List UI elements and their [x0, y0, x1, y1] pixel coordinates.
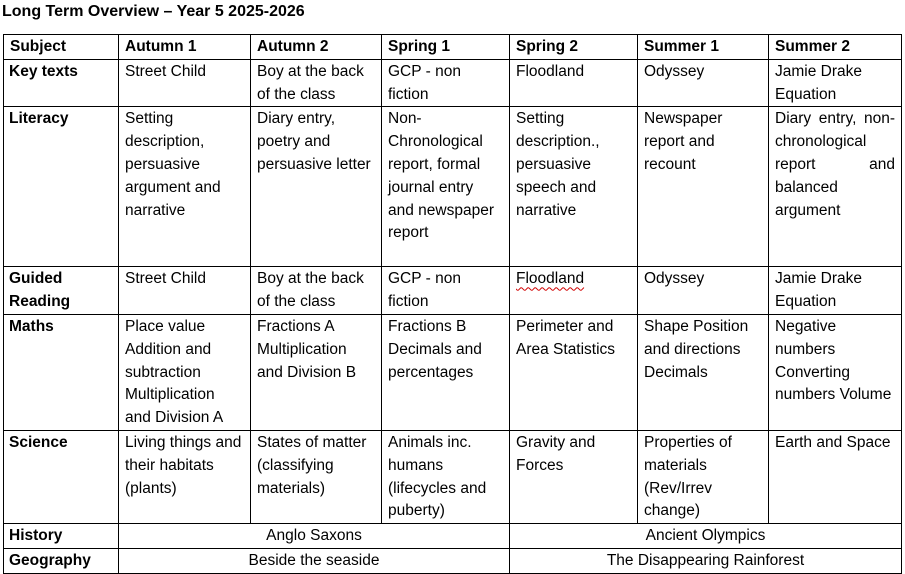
- table-cell: GCP - non fiction: [382, 267, 510, 315]
- row-subject-literacy: Literacy: [4, 107, 119, 267]
- table-cell: Boy at the back of the class: [251, 59, 382, 107]
- table-cell: Living things and their habitats (plants): [119, 430, 251, 523]
- row-subject-geography: Geography: [4, 548, 119, 573]
- table-cell: Street Child: [119, 59, 251, 107]
- header-subject: Subject: [4, 35, 119, 60]
- table-cell: Non-Chronological report, formal journal entry and newspaper report: [382, 107, 510, 267]
- table-row-literacy: [4, 107, 902, 267]
- table-cell: Negative numbers Converting numbers Volume: [769, 314, 902, 430]
- table-cell: States of matter (classifying materials): [251, 430, 382, 523]
- header-spring-2: Spring 2: [510, 35, 638, 60]
- table-cell-span: Ancient Olympics: [510, 524, 902, 549]
- table-cell: Properties of materials (Rev/Irrev change): [638, 430, 769, 523]
- table-row-history: [4, 524, 902, 549]
- table-row-guided-reading: [4, 267, 902, 315]
- document-title: Long Term Overview – Year 5 2025-2026: [2, 3, 305, 20]
- row-subject-science: Science: [4, 430, 119, 523]
- long-term-overview-table: [3, 34, 902, 574]
- table-row-science: [4, 430, 902, 523]
- table-row-maths: [4, 314, 902, 430]
- spellcheck-word: Floodland: [516, 270, 585, 288]
- table-cell: Street Child: [119, 267, 251, 315]
- row-subject-maths: Maths: [4, 314, 119, 430]
- table-cell: Odyssey: [638, 267, 769, 315]
- table-cell: [510, 267, 638, 315]
- table-cell: Jamie Drake Equation: [769, 267, 902, 315]
- table-cell: Newspaper report and recount: [638, 107, 769, 267]
- table-cell: Fractions B Decimals and percentages: [382, 314, 510, 430]
- table-cell-span: The Disappearing Rainforest: [510, 548, 902, 573]
- table-cell: Perimeter and Area Statistics: [510, 314, 638, 430]
- table-cell: GCP - non fiction: [382, 59, 510, 107]
- header-summer-1: Summer 1: [638, 35, 769, 60]
- header-spring-1: Spring 1: [382, 35, 510, 60]
- table-cell: Place value Addition and subtraction Multiplication and Division A: [119, 314, 251, 430]
- table-cell: Diary entry, poetry and persuasive letter: [251, 107, 382, 267]
- table-cell-span: Beside the seaside: [119, 548, 510, 573]
- header-autumn-1: Autumn 1: [119, 35, 251, 60]
- table-cell: Jamie Drake Equation: [769, 59, 902, 107]
- header-autumn-2: Autumn 2: [251, 35, 382, 60]
- table-cell: Floodland: [510, 59, 638, 107]
- table-cell: Gravity and Forces: [510, 430, 638, 523]
- table-cell: Diary entry, non-chronological report and balanced argument: [769, 107, 902, 267]
- table-cell: Setting description., persuasive speech and narrative: [510, 107, 638, 267]
- row-subject-history: History: [4, 524, 119, 549]
- table-cell: Odyssey: [638, 59, 769, 107]
- row-subject-guided-reading: Guided Reading: [4, 267, 119, 315]
- table-row-key-texts: [4, 59, 902, 107]
- table-cell: Earth and Space: [769, 430, 902, 523]
- table-row-geography: [4, 548, 902, 573]
- table-cell: Setting description, persuasive argument and narrative: [119, 107, 251, 267]
- table-cell: Fractions A Multiplication and Division B: [251, 314, 382, 430]
- table-cell-span: Anglo Saxons: [119, 524, 510, 549]
- table-cell: Animals inc. humans (lifecycles and puberty): [382, 430, 510, 523]
- header-row: [4, 35, 902, 60]
- header-summer-2: Summer 2: [769, 35, 902, 60]
- table-cell: Shape Position and directions Decimals: [638, 314, 769, 430]
- table-cell: Boy at the back of the class: [251, 267, 382, 315]
- row-subject-key-texts: Key texts: [4, 59, 119, 107]
